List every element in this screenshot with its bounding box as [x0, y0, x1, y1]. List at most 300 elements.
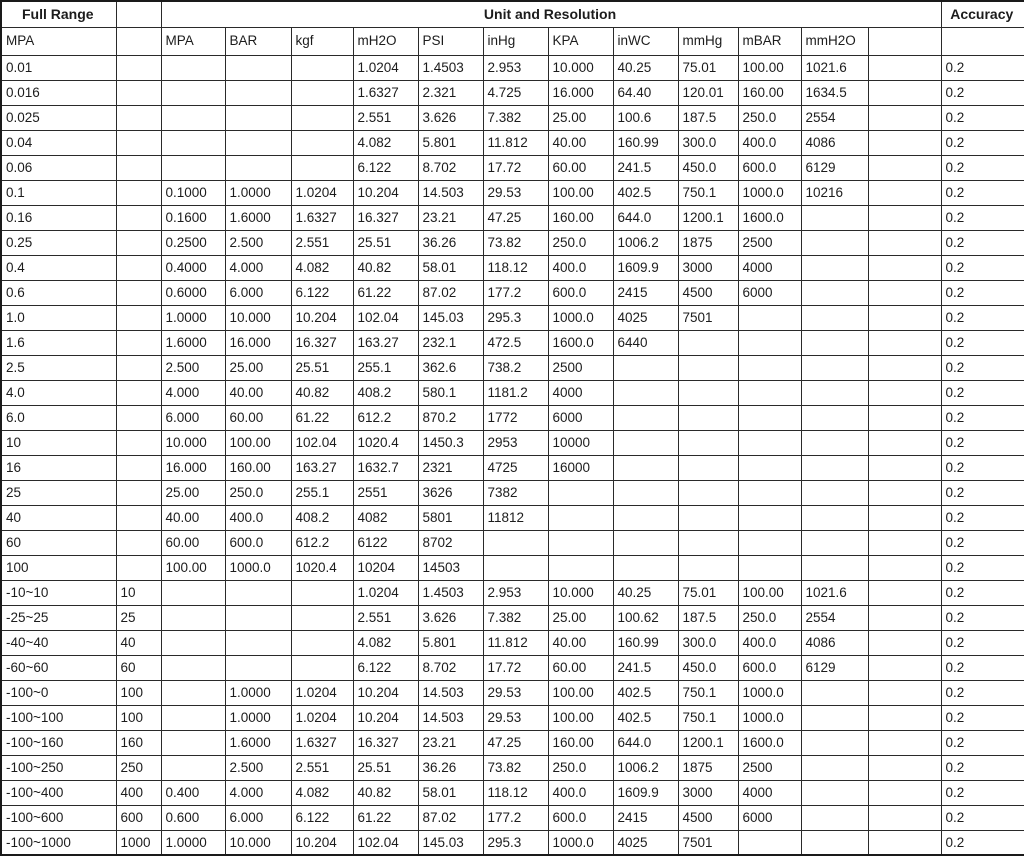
psi-cell: 3.626 — [418, 105, 483, 130]
mpa-cell: 1.0000 — [161, 830, 225, 855]
mmhg-cell: 3000 — [678, 780, 738, 805]
mpa-cell: 0.400 — [161, 780, 225, 805]
inwc-cell: 241.5 — [613, 155, 678, 180]
mh2o-cell: 6122 — [353, 530, 418, 555]
kpa-cell: 100.00 — [548, 680, 613, 705]
inwc-cell: 160.99 — [613, 630, 678, 655]
full-range-cell: -10~10 — [1, 580, 116, 605]
mbar-cell — [738, 430, 801, 455]
mmhg-cell: 75.01 — [678, 580, 738, 605]
mmhg-cell: 4500 — [678, 805, 738, 830]
mpa-cell — [161, 105, 225, 130]
mmh2o-cell — [801, 405, 868, 430]
mh2o-cell: 16.327 — [353, 730, 418, 755]
mbar-cell: 160.00 — [738, 80, 801, 105]
inhg-cell: 47.25 — [483, 205, 548, 230]
kgf-cell: 4.082 — [291, 780, 353, 805]
psi-cell: 14503 — [418, 555, 483, 580]
kpa-cell: 60.00 — [548, 155, 613, 180]
mmh2o-cell — [801, 555, 868, 580]
header-row-units — [1, 27, 1024, 55]
inwc-cell: 100.62 — [613, 605, 678, 630]
kgf-cell: 1.0204 — [291, 680, 353, 705]
kgf-cell — [291, 605, 353, 630]
full-range-cell: -100~600 — [1, 805, 116, 830]
mbar-cell: 250.0 — [738, 105, 801, 130]
kpa-cell: 600.0 — [548, 280, 613, 305]
empty-cell — [868, 655, 941, 680]
mbar-cell — [738, 305, 801, 330]
empty-cell — [868, 130, 941, 155]
bar-cell — [225, 80, 291, 105]
bar-cell: 6.000 — [225, 805, 291, 830]
mbar-cell: 6000 — [738, 805, 801, 830]
table-row — [1, 130, 1024, 155]
mpa-cell: 0.2500 — [161, 230, 225, 255]
inhg-cell: 29.53 — [483, 705, 548, 730]
mbar-cell — [738, 355, 801, 380]
inhg-cell: 7.382 — [483, 105, 548, 130]
accuracy-cell: 0.2 — [941, 155, 1024, 180]
inwc-cell — [613, 430, 678, 455]
table-row — [1, 305, 1024, 330]
accuracy-header: Accuracy — [941, 1, 1024, 27]
inwc-cell: 2415 — [613, 280, 678, 305]
mbar-cell — [738, 330, 801, 355]
kgf-cell: 6.122 — [291, 805, 353, 830]
column-header-unit-empty — [868, 27, 941, 55]
bar-cell — [225, 55, 291, 80]
kpa-range-cell — [116, 55, 161, 80]
inwc-cell: 241.5 — [613, 655, 678, 680]
mpa-cell: 60.00 — [161, 530, 225, 555]
table-row — [1, 280, 1024, 305]
kpa-range-cell: 1000 — [116, 830, 161, 855]
mh2o-cell: 1.6327 — [353, 80, 418, 105]
mh2o-cell: 10.204 — [353, 705, 418, 730]
mpa-cell — [161, 155, 225, 180]
psi-cell: 23.21 — [418, 730, 483, 755]
empty-cell — [868, 605, 941, 630]
bar-cell — [225, 580, 291, 605]
kgf-cell: 10.204 — [291, 830, 353, 855]
mh2o-cell: 4.082 — [353, 630, 418, 655]
bar-cell: 1.0000 — [225, 705, 291, 730]
mh2o-cell: 40.82 — [353, 780, 418, 805]
mmh2o-cell: 4086 — [801, 130, 868, 155]
inhg-cell: 11.812 — [483, 630, 548, 655]
kgf-cell: 1.6327 — [291, 205, 353, 230]
empty-cell — [868, 555, 941, 580]
full-range-cell: -60~60 — [1, 655, 116, 680]
kpa-range-cell: 600 — [116, 805, 161, 830]
inhg-cell: 7382 — [483, 480, 548, 505]
mbar-cell — [738, 455, 801, 480]
psi-cell: 232.1 — [418, 330, 483, 355]
mbar-cell: 1000.0 — [738, 705, 801, 730]
mh2o-cell: 2.551 — [353, 105, 418, 130]
mmh2o-cell — [801, 455, 868, 480]
inhg-cell — [483, 530, 548, 555]
full-range-cell: -100~100 — [1, 705, 116, 730]
accuracy-cell: 0.2 — [941, 805, 1024, 830]
accuracy-cell: 0.2 — [941, 205, 1024, 230]
full-range-cell: 25 — [1, 480, 116, 505]
inwc-cell: 40.25 — [613, 580, 678, 605]
mmhg-cell — [678, 455, 738, 480]
kpa-cell — [548, 555, 613, 580]
kgf-cell: 4.082 — [291, 255, 353, 280]
kpa-cell: 10.000 — [548, 55, 613, 80]
mh2o-cell: 408.2 — [353, 380, 418, 405]
inwc-cell: 1609.9 — [613, 255, 678, 280]
mmhg-cell: 1200.1 — [678, 730, 738, 755]
inhg-cell: 29.53 — [483, 680, 548, 705]
column-header-unit-mpa: MPA — [161, 27, 225, 55]
table-row — [1, 555, 1024, 580]
column-header-unit-inwc: inWC — [613, 27, 678, 55]
kpa-cell: 1000.0 — [548, 830, 613, 855]
inhg-cell: 2953 — [483, 430, 548, 455]
accuracy-cell: 0.2 — [941, 680, 1024, 705]
empty-cell — [868, 280, 941, 305]
table-row — [1, 405, 1024, 430]
kpa-range-cell — [116, 255, 161, 280]
mh2o-cell: 102.04 — [353, 830, 418, 855]
empty-cell — [868, 380, 941, 405]
psi-cell: 36.26 — [418, 230, 483, 255]
kpa-range-cell — [116, 205, 161, 230]
full-range-cell: 100 — [1, 555, 116, 580]
inhg-cell: 2.953 — [483, 580, 548, 605]
table-row — [1, 680, 1024, 705]
empty-cell — [868, 255, 941, 280]
kpa-cell: 600.0 — [548, 805, 613, 830]
kpa-range-cell: 250 — [116, 755, 161, 780]
full-range-cell: 60 — [1, 530, 116, 555]
kpa-cell: 100.00 — [548, 705, 613, 730]
bar-cell: 10.000 — [225, 830, 291, 855]
table-row — [1, 580, 1024, 605]
psi-cell: 145.03 — [418, 305, 483, 330]
kgf-cell — [291, 630, 353, 655]
kpa-cell: 100.00 — [548, 180, 613, 205]
kpa-range-cell: 10 — [116, 580, 161, 605]
mh2o-cell: 2.551 — [353, 605, 418, 630]
inwc-cell: 160.99 — [613, 130, 678, 155]
kpa-cell: 16.000 — [548, 80, 613, 105]
mpa-cell — [161, 580, 225, 605]
kpa-range-cell: 100 — [116, 705, 161, 730]
header-row-top — [1, 1, 1024, 27]
empty-cell — [868, 580, 941, 605]
inhg-cell: 295.3 — [483, 830, 548, 855]
kgf-cell: 1.6327 — [291, 730, 353, 755]
column-header-range-kpa-col — [116, 27, 161, 55]
empty-cell — [868, 805, 941, 830]
mpa-cell: 0.600 — [161, 805, 225, 830]
kpa-range-cell — [116, 455, 161, 480]
mbar-cell: 600.0 — [738, 155, 801, 180]
kgf-cell: 163.27 — [291, 455, 353, 480]
mpa-cell — [161, 655, 225, 680]
psi-cell: 362.6 — [418, 355, 483, 380]
empty-cell — [868, 480, 941, 505]
mmhg-cell: 450.0 — [678, 655, 738, 680]
empty-cell — [868, 205, 941, 230]
mpa-cell: 0.1600 — [161, 205, 225, 230]
mh2o-cell: 1632.7 — [353, 455, 418, 480]
mpa-cell: 25.00 — [161, 480, 225, 505]
kgf-cell — [291, 105, 353, 130]
psi-cell: 1450.3 — [418, 430, 483, 455]
bar-cell — [225, 605, 291, 630]
inhg-cell: 1181.2 — [483, 380, 548, 405]
mmh2o-cell — [801, 330, 868, 355]
mmhg-cell: 1875 — [678, 755, 738, 780]
mpa-cell — [161, 755, 225, 780]
table-row — [1, 730, 1024, 755]
kpa-range-cell: 160 — [116, 730, 161, 755]
kgf-cell: 1020.4 — [291, 555, 353, 580]
kpa-cell: 16000 — [548, 455, 613, 480]
mh2o-cell: 25.51 — [353, 230, 418, 255]
accuracy-cell: 0.2 — [941, 630, 1024, 655]
column-header-unit-kpa: KPA — [548, 27, 613, 55]
psi-cell: 580.1 — [418, 380, 483, 405]
kpa-cell — [548, 530, 613, 555]
psi-cell: 36.26 — [418, 755, 483, 780]
table-row — [1, 80, 1024, 105]
kpa-range-cell — [116, 480, 161, 505]
mbar-cell: 400.0 — [738, 130, 801, 155]
kpa-cell: 10000 — [548, 430, 613, 455]
column-header-unit-inhg: inHg — [483, 27, 548, 55]
full-range-cell: 0.04 — [1, 130, 116, 155]
full-range-cell: 1.6 — [1, 330, 116, 355]
inhg-cell: 738.2 — [483, 355, 548, 380]
full-range-cell: 0.6 — [1, 280, 116, 305]
psi-cell: 58.01 — [418, 255, 483, 280]
table-row — [1, 605, 1024, 630]
mmhg-cell — [678, 480, 738, 505]
bar-cell: 1.6000 — [225, 205, 291, 230]
psi-cell: 23.21 — [418, 205, 483, 230]
mmh2o-cell: 1021.6 — [801, 580, 868, 605]
mmh2o-cell: 6129 — [801, 655, 868, 680]
psi-cell: 5801 — [418, 505, 483, 530]
kpa-cell: 60.00 — [548, 655, 613, 680]
inhg-cell: 118.12 — [483, 780, 548, 805]
psi-cell: 2.321 — [418, 80, 483, 105]
table-row — [1, 430, 1024, 455]
mbar-cell: 100.00 — [738, 580, 801, 605]
mh2o-cell: 61.22 — [353, 805, 418, 830]
mmhg-cell: 750.1 — [678, 680, 738, 705]
inhg-cell: 2.953 — [483, 55, 548, 80]
kpa-range-cell — [116, 380, 161, 405]
psi-cell: 145.03 — [418, 830, 483, 855]
psi-cell: 87.02 — [418, 805, 483, 830]
mpa-cell: 6.000 — [161, 405, 225, 430]
kpa-cell: 6000 — [548, 405, 613, 430]
empty-cell — [868, 80, 941, 105]
mh2o-cell: 10204 — [353, 555, 418, 580]
mpa-cell: 0.6000 — [161, 280, 225, 305]
psi-cell: 870.2 — [418, 405, 483, 430]
mpa-cell: 1.0000 — [161, 305, 225, 330]
inhg-cell: 73.82 — [483, 230, 548, 255]
mh2o-cell: 1020.4 — [353, 430, 418, 455]
bar-cell: 250.0 — [225, 480, 291, 505]
mmh2o-cell — [801, 430, 868, 455]
column-header-accuracy-empty — [941, 27, 1024, 55]
empty-cell — [868, 180, 941, 205]
kpa-range-cell — [116, 530, 161, 555]
mpa-cell — [161, 680, 225, 705]
full-range-cell: 0.4 — [1, 255, 116, 280]
mmhg-cell: 7501 — [678, 830, 738, 855]
table-row — [1, 780, 1024, 805]
mh2o-cell: 2551 — [353, 480, 418, 505]
bar-cell: 6.000 — [225, 280, 291, 305]
mbar-cell: 1000.0 — [738, 680, 801, 705]
empty-cell — [868, 530, 941, 555]
inwc-cell: 100.6 — [613, 105, 678, 130]
mmhg-cell: 1875 — [678, 230, 738, 255]
inhg-cell — [483, 555, 548, 580]
mbar-cell — [738, 555, 801, 580]
kgf-cell: 255.1 — [291, 480, 353, 505]
mmhg-cell — [678, 330, 738, 355]
full-range-cell: -100~1000 — [1, 830, 116, 855]
kgf-cell: 2.551 — [291, 755, 353, 780]
kpa-range-cell: 400 — [116, 780, 161, 805]
inhg-cell: 177.2 — [483, 805, 548, 830]
table-row — [1, 655, 1024, 680]
column-header-unit-kgf: kgf — [291, 27, 353, 55]
kgf-cell: 6.122 — [291, 280, 353, 305]
mpa-cell — [161, 605, 225, 630]
empty-cell — [868, 55, 941, 80]
mbar-cell — [738, 380, 801, 405]
mmh2o-cell — [801, 205, 868, 230]
kpa-cell: 250.0 — [548, 230, 613, 255]
inhg-cell: 29.53 — [483, 180, 548, 205]
bar-cell: 160.00 — [225, 455, 291, 480]
mbar-cell: 400.0 — [738, 630, 801, 655]
mpa-cell — [161, 630, 225, 655]
mbar-cell: 4000 — [738, 780, 801, 805]
kpa-range-cell — [116, 230, 161, 255]
table-row — [1, 230, 1024, 255]
mbar-cell: 4000 — [738, 255, 801, 280]
mbar-cell: 600.0 — [738, 655, 801, 680]
kpa-cell: 40.00 — [548, 630, 613, 655]
table-row — [1, 805, 1024, 830]
empty-cell — [868, 405, 941, 430]
psi-cell: 1.4503 — [418, 580, 483, 605]
psi-cell: 14.503 — [418, 680, 483, 705]
column-header-unit-psi: PSI — [418, 27, 483, 55]
mmhg-cell — [678, 530, 738, 555]
full-range-cell: 0.16 — [1, 205, 116, 230]
mh2o-cell: 4082 — [353, 505, 418, 530]
empty-cell — [868, 680, 941, 705]
accuracy-cell: 0.2 — [941, 255, 1024, 280]
kgf-cell — [291, 55, 353, 80]
mmh2o-cell: 2554 — [801, 605, 868, 630]
kpa-range-cell — [116, 280, 161, 305]
full-range-cell: 1.0 — [1, 305, 116, 330]
kpa-range-cell — [116, 330, 161, 355]
kpa-range-cell — [116, 355, 161, 380]
mh2o-cell: 10.204 — [353, 680, 418, 705]
mh2o-cell: 6.122 — [353, 655, 418, 680]
mbar-cell — [738, 530, 801, 555]
kpa-range-cell — [116, 555, 161, 580]
kgf-cell: 1.0204 — [291, 705, 353, 730]
mmhg-cell — [678, 430, 738, 455]
mmh2o-cell — [801, 680, 868, 705]
bar-cell: 25.00 — [225, 355, 291, 380]
mmhg-cell: 187.5 — [678, 605, 738, 630]
inhg-cell: 295.3 — [483, 305, 548, 330]
mmhg-cell: 750.1 — [678, 180, 738, 205]
bar-cell: 1000.0 — [225, 555, 291, 580]
mmh2o-cell: 6129 — [801, 155, 868, 180]
mmhg-cell: 187.5 — [678, 105, 738, 130]
kgf-cell — [291, 130, 353, 155]
mmhg-cell — [678, 555, 738, 580]
psi-cell: 1.4503 — [418, 55, 483, 80]
mmh2o-cell: 4086 — [801, 630, 868, 655]
column-header-unit-mbar: mBAR — [738, 27, 801, 55]
kpa-range-cell: 25 — [116, 605, 161, 630]
accuracy-cell: 0.2 — [941, 130, 1024, 155]
mmh2o-cell — [801, 830, 868, 855]
mh2o-cell: 10.204 — [353, 180, 418, 205]
kpa-cell: 10.000 — [548, 580, 613, 605]
accuracy-cell: 0.2 — [941, 280, 1024, 305]
table-row — [1, 155, 1024, 180]
mpa-cell — [161, 705, 225, 730]
mbar-cell — [738, 505, 801, 530]
table-row — [1, 630, 1024, 655]
kgf-cell: 40.82 — [291, 380, 353, 405]
inwc-cell — [613, 405, 678, 430]
inhg-cell: 73.82 — [483, 755, 548, 780]
inhg-cell: 17.72 — [483, 655, 548, 680]
psi-cell: 14.503 — [418, 705, 483, 730]
mmhg-cell: 750.1 — [678, 705, 738, 730]
mbar-cell: 1600.0 — [738, 205, 801, 230]
mpa-cell: 40.00 — [161, 505, 225, 530]
empty-cell — [868, 430, 941, 455]
table-row — [1, 180, 1024, 205]
bar-cell: 2.500 — [225, 755, 291, 780]
bar-cell: 400.0 — [225, 505, 291, 530]
inwc-cell: 402.5 — [613, 705, 678, 730]
bar-cell: 40.00 — [225, 380, 291, 405]
mmh2o-cell — [801, 305, 868, 330]
kgf-cell — [291, 580, 353, 605]
kpa-cell: 40.00 — [548, 130, 613, 155]
mmh2o-cell — [801, 530, 868, 555]
kpa-range-cell — [116, 405, 161, 430]
empty-cell — [868, 505, 941, 530]
psi-cell: 5.801 — [418, 630, 483, 655]
